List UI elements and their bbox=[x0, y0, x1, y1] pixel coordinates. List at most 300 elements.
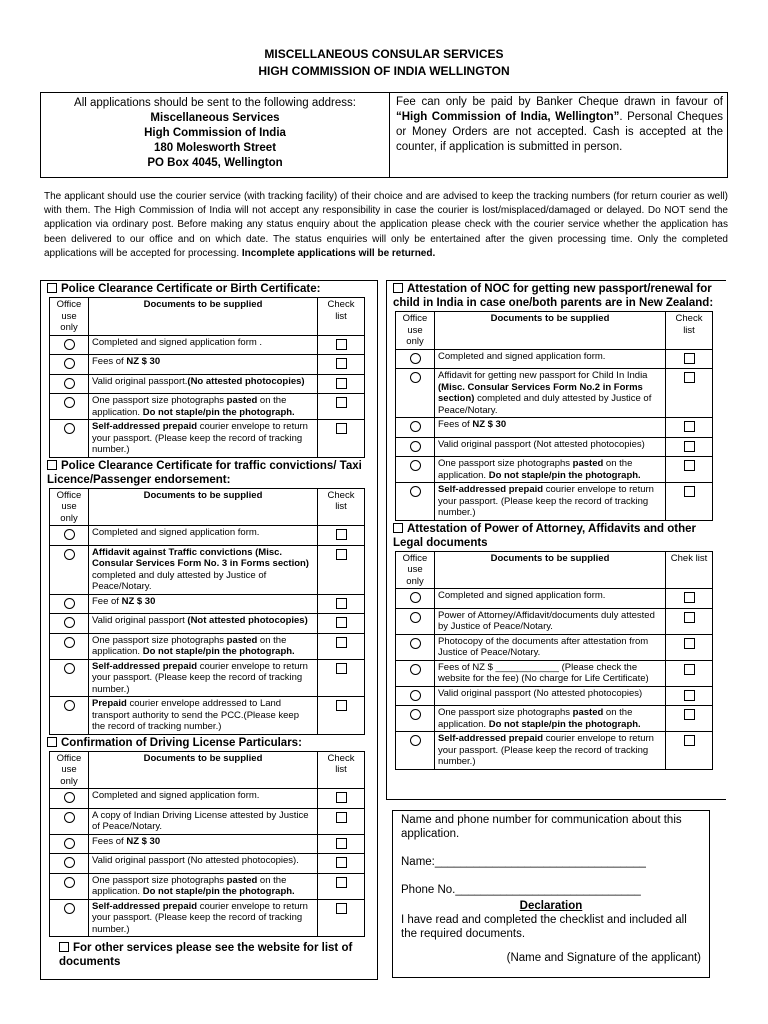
table-row bbox=[396, 437, 713, 457]
item-text: completed and duly attested by Justice of Peace/Notary. bbox=[438, 393, 652, 416]
checkbox-icon[interactable] bbox=[336, 423, 347, 434]
item-text: Affidavit for getting new passport for Child In India bbox=[438, 370, 648, 381]
office-cell bbox=[50, 374, 89, 394]
mailing-address bbox=[41, 93, 390, 177]
declaration-title: Declaration bbox=[519, 900, 583, 912]
office-cell bbox=[50, 545, 89, 594]
contact-declaration-box bbox=[392, 810, 710, 978]
item-text: Fees of bbox=[92, 356, 127, 367]
item-text: on the application. bbox=[92, 395, 287, 418]
document-item bbox=[89, 614, 318, 634]
table-row bbox=[396, 732, 713, 770]
circle-icon bbox=[64, 529, 75, 540]
check-cell bbox=[666, 457, 713, 483]
checkbox-icon[interactable] bbox=[336, 378, 347, 389]
document-item bbox=[89, 834, 318, 854]
checkbox-icon[interactable] bbox=[336, 700, 347, 711]
section-title bbox=[387, 281, 726, 311]
item-text: One passport size photographs bbox=[438, 458, 573, 469]
checkbox-icon[interactable] bbox=[684, 353, 695, 364]
office-cell bbox=[396, 349, 435, 369]
document-item bbox=[435, 706, 666, 732]
checkbox-icon[interactable] bbox=[59, 942, 69, 952]
circle-icon bbox=[64, 358, 75, 369]
item-text: Completed and signed application form. bbox=[438, 350, 606, 362]
office-cell bbox=[50, 633, 89, 659]
item-text-bold: pasted bbox=[226, 874, 258, 886]
check-cell bbox=[318, 789, 365, 809]
table-row bbox=[396, 608, 713, 634]
document-item bbox=[89, 697, 318, 735]
address-line: PO Box 4045, Wellington bbox=[147, 157, 283, 169]
circle-icon bbox=[64, 423, 75, 434]
table-row bbox=[50, 545, 365, 594]
office-cell bbox=[50, 594, 89, 614]
circle-icon bbox=[410, 441, 421, 452]
office-cell bbox=[396, 732, 435, 770]
checkbox-icon[interactable] bbox=[47, 460, 57, 470]
circle-icon bbox=[64, 339, 75, 350]
right-checklist-column bbox=[386, 280, 726, 800]
office-cell bbox=[396, 418, 435, 438]
office-cell bbox=[50, 834, 89, 854]
circle-icon bbox=[410, 638, 421, 649]
check-cell bbox=[318, 854, 365, 874]
checkbox-icon[interactable] bbox=[684, 460, 695, 471]
section-title-text: Confirmation of Driving License Particulars: bbox=[61, 736, 302, 749]
other-services-note bbox=[41, 937, 377, 969]
item-text-bold: pasted bbox=[226, 634, 258, 646]
documents-header: Documents to be supplied bbox=[89, 488, 318, 526]
table-header-row bbox=[396, 551, 713, 589]
documents-header: Documents to be supplied bbox=[89, 298, 318, 336]
office-cell bbox=[396, 483, 435, 521]
checklist-section bbox=[41, 281, 377, 458]
document-item bbox=[89, 873, 318, 899]
section-title bbox=[41, 458, 377, 488]
item-text-bold: Self-addressed prepaid bbox=[92, 421, 198, 432]
checkbox-icon[interactable] bbox=[336, 549, 347, 560]
checkbox-icon[interactable] bbox=[684, 690, 695, 701]
table-row bbox=[50, 614, 365, 634]
check-cell bbox=[666, 660, 713, 686]
check-cell bbox=[666, 483, 713, 521]
check-cell bbox=[666, 706, 713, 732]
checkbox-icon[interactable] bbox=[336, 838, 347, 849]
section-title-text: Police Clearance Certificate or Birth Certificate: bbox=[61, 283, 321, 295]
circle-icon bbox=[410, 372, 421, 383]
document-item bbox=[435, 608, 666, 634]
checkbox-icon[interactable] bbox=[336, 598, 347, 609]
table-header-row bbox=[50, 751, 365, 789]
item-text-bold: Do not staple/pin the photograph. bbox=[488, 469, 641, 481]
fee-text: Fee can only be paid by Banker Cheque drawn in favour of bbox=[396, 96, 723, 108]
item-text: courier envelope to return your passport. (Please keep the record of tracking number.) bbox=[438, 733, 654, 767]
circle-icon bbox=[64, 857, 75, 868]
item-text-bold: pasted bbox=[572, 707, 604, 718]
document-item bbox=[89, 808, 318, 834]
item-text-bold: (Misc. Consular Services Form No.2 in Forms section) bbox=[438, 381, 643, 404]
checkbox-icon[interactable] bbox=[393, 523, 403, 533]
table-row bbox=[50, 659, 365, 697]
documents-header: Documents to be supplied bbox=[435, 551, 666, 589]
office-cell bbox=[50, 614, 89, 634]
item-text-bold: NZ $ 30 bbox=[126, 356, 161, 367]
check-cell bbox=[318, 899, 365, 937]
item-text: on the application. bbox=[92, 874, 287, 897]
circle-icon bbox=[410, 735, 421, 746]
table-row bbox=[396, 589, 713, 609]
office-cell bbox=[50, 873, 89, 899]
item-text-bold: (Not attested photocopies) bbox=[187, 615, 308, 626]
item-text: Valid original passport (No attested photocopies) bbox=[438, 687, 643, 699]
item-text: courier envelope to return your passport. (Please keep the record of tracking number.) bbox=[92, 421, 308, 455]
office-cell bbox=[396, 589, 435, 609]
checkbox-icon[interactable] bbox=[336, 617, 347, 628]
checkbox-icon[interactable] bbox=[684, 664, 695, 675]
item-text: One passport size photographs bbox=[92, 874, 227, 886]
check-cell bbox=[318, 873, 365, 899]
office-cell bbox=[396, 634, 435, 660]
item-text: courier envelope to return your passport. (Please keep the record of tracking number.) bbox=[92, 660, 308, 695]
circle-icon bbox=[64, 812, 75, 823]
checkbox-icon[interactable] bbox=[684, 735, 695, 746]
declaration-text: I have read and completed the checklist and included all the required documents. bbox=[401, 914, 687, 940]
office-use-header: Office use only bbox=[50, 751, 89, 789]
table-row bbox=[50, 697, 365, 735]
table-row bbox=[396, 483, 713, 521]
check-cell bbox=[666, 589, 713, 609]
checkbox-icon[interactable] bbox=[684, 441, 695, 452]
document-item bbox=[435, 732, 666, 770]
checklist-section bbox=[387, 521, 726, 770]
checklist-header: Check list bbox=[318, 488, 365, 526]
item-text: Valid original passport (No attested photocopies). bbox=[92, 855, 299, 866]
circle-icon bbox=[410, 421, 421, 432]
checkbox-icon[interactable] bbox=[393, 283, 403, 293]
document-item bbox=[89, 854, 318, 874]
office-cell bbox=[50, 420, 89, 458]
document-item bbox=[435, 349, 666, 369]
circle-icon bbox=[64, 877, 75, 888]
table-row bbox=[50, 834, 365, 854]
item-text: courier envelope addressed to Land transport authority to send the PCC.(Please keep the record of tracking number.) bbox=[92, 698, 300, 732]
section-title-text: Attestation of Power of Attorney, Affidavits and other Legal documents bbox=[393, 522, 696, 549]
checkbox-icon[interactable] bbox=[336, 812, 347, 823]
table-row bbox=[396, 418, 713, 438]
signature-line: (Name and Signature of the applicant) bbox=[506, 952, 701, 964]
table-header-row bbox=[396, 312, 713, 350]
table-row bbox=[50, 873, 365, 899]
item-text: Valid original passport. bbox=[92, 375, 188, 387]
payment-note bbox=[390, 93, 727, 177]
circle-icon bbox=[410, 460, 421, 471]
table-row bbox=[396, 686, 713, 706]
checkbox-icon[interactable] bbox=[336, 637, 347, 648]
item-text: courier envelope to return your passport. (Please keep the record of tracking number.) bbox=[438, 484, 654, 518]
office-use-header: Office use only bbox=[396, 551, 435, 589]
checkbox-icon[interactable] bbox=[684, 486, 695, 497]
checklist-section bbox=[41, 735, 377, 938]
section-title bbox=[387, 521, 726, 551]
document-item bbox=[89, 420, 318, 458]
other-services-text: For other services please see the website for list of documents bbox=[59, 942, 353, 968]
circle-icon bbox=[64, 378, 75, 389]
payee-name: “High Commission of India, Wellington” bbox=[396, 111, 620, 123]
circle-icon bbox=[410, 486, 421, 497]
contact-intro: Name and phone number for communication about this application. bbox=[401, 814, 682, 840]
checklist-header: Chek list bbox=[666, 551, 713, 589]
item-text-bold: pasted bbox=[572, 458, 604, 469]
check-cell bbox=[318, 545, 365, 594]
checkbox-icon[interactable] bbox=[336, 903, 347, 914]
item-text: One passport size photographs bbox=[92, 634, 227, 646]
check-cell bbox=[318, 808, 365, 834]
office-cell bbox=[50, 808, 89, 834]
item-text: completed and duly attested by Justice of Peace/Notary. bbox=[92, 569, 267, 592]
item-text-bold: Self-addressed prepaid bbox=[92, 900, 198, 912]
checkbox-icon[interactable] bbox=[684, 638, 695, 649]
notice-text: The applicant should use the courier service (with tracking facility) of their choice and are advised to keep the tracking numbers (for return courier as well) with them. The High Commission of India will not accept any responsibility in case the courier is lost/misplaced/damaged or delayed. Do NOT send the application via ordinary post. Before making any status enquiry about the application please check with the courier service whether the application has been delivered to our office and on which date. The status enquiries will only be entertained after the given processing time. Only the completed applications will be accepted for processing. bbox=[44, 191, 728, 259]
check-cell bbox=[318, 526, 365, 546]
checklist-header: Check list bbox=[318, 751, 365, 789]
document-item bbox=[435, 418, 666, 438]
circle-icon bbox=[410, 709, 421, 720]
document-item bbox=[89, 789, 318, 809]
table-row bbox=[50, 594, 365, 614]
address-line: 180 Molesworth Street bbox=[153, 142, 277, 154]
checklist-header: Check list bbox=[666, 312, 713, 350]
check-cell bbox=[318, 697, 365, 735]
item-text: Power of Attorney/Affidavit/documents duly attested by Justice of Peace/Notary. bbox=[438, 609, 655, 632]
table-row bbox=[396, 660, 713, 686]
check-cell bbox=[318, 394, 365, 420]
check-cell bbox=[666, 369, 713, 418]
check-cell bbox=[318, 659, 365, 697]
office-cell bbox=[396, 608, 435, 634]
item-text: Completed and signed application form. bbox=[92, 790, 260, 801]
section-title bbox=[41, 735, 377, 751]
checkbox-icon[interactable] bbox=[336, 397, 347, 408]
table-row bbox=[396, 634, 713, 660]
table-row bbox=[50, 355, 365, 375]
document-item bbox=[435, 660, 666, 686]
check-cell bbox=[666, 418, 713, 438]
checklist-table bbox=[395, 311, 713, 521]
checkbox-icon[interactable] bbox=[336, 339, 347, 350]
item-text: One passport size photographs bbox=[92, 395, 227, 406]
office-cell bbox=[396, 437, 435, 457]
item-text-bold: NZ $ 30 bbox=[121, 595, 156, 607]
item-text: A copy of Indian Driving License attested by Justice of Peace/Notary. bbox=[92, 809, 309, 832]
item-text-bold: NZ $ 30 bbox=[472, 419, 507, 430]
table-row bbox=[396, 706, 713, 732]
checklist-table bbox=[49, 488, 365, 735]
office-cell bbox=[396, 369, 435, 418]
table-row bbox=[50, 899, 365, 937]
circle-icon bbox=[64, 663, 75, 674]
check-cell bbox=[666, 732, 713, 770]
document-item bbox=[435, 589, 666, 609]
table-row bbox=[50, 394, 365, 420]
office-cell bbox=[396, 660, 435, 686]
office-cell bbox=[50, 526, 89, 546]
document-item bbox=[89, 659, 318, 697]
office-use-header: Office use only bbox=[396, 312, 435, 350]
circle-icon bbox=[64, 617, 75, 628]
checkbox-icon[interactable] bbox=[684, 421, 695, 432]
circle-icon bbox=[410, 664, 421, 675]
office-cell bbox=[50, 355, 89, 375]
item-text: Completed and signed application form . bbox=[92, 336, 263, 348]
item-text-bold: Do not staple/pin the photograph. bbox=[488, 718, 641, 730]
office-cell bbox=[396, 706, 435, 732]
circle-icon bbox=[64, 549, 75, 560]
item-text: Fees of bbox=[92, 835, 127, 847]
item-text-bold: (No attested photocopies) bbox=[187, 375, 305, 387]
check-cell bbox=[666, 686, 713, 706]
checklist-table bbox=[49, 297, 365, 458]
office-cell bbox=[50, 335, 89, 355]
office-cell bbox=[50, 789, 89, 809]
item-text: on the application. bbox=[92, 634, 287, 657]
item-text: Completed and signed application form. bbox=[92, 527, 260, 538]
checklist-table bbox=[49, 751, 365, 938]
checkbox-icon[interactable] bbox=[684, 612, 695, 623]
office-cell bbox=[50, 659, 89, 697]
circle-icon bbox=[410, 353, 421, 364]
checkbox-icon[interactable] bbox=[336, 877, 347, 888]
document-item bbox=[89, 394, 318, 420]
form-subtitle: HIGH COMMISSION OF INDIA WELLINGTON bbox=[258, 64, 510, 78]
item-text: One passport size photographs bbox=[438, 707, 573, 718]
office-cell bbox=[396, 686, 435, 706]
item-text: on the application. bbox=[438, 458, 633, 481]
form-title: MISCELLANEOUS CONSULAR SERVICES bbox=[264, 47, 504, 61]
check-cell bbox=[318, 374, 365, 394]
check-cell bbox=[666, 349, 713, 369]
address-line: High Commission of India bbox=[144, 127, 286, 139]
office-use-header: Office use only bbox=[50, 298, 89, 336]
table-row bbox=[50, 789, 365, 809]
item-text-bold: Self-addressed prepaid bbox=[438, 733, 544, 744]
item-text: on the application. bbox=[438, 707, 633, 730]
document-item bbox=[435, 634, 666, 660]
circle-icon bbox=[64, 903, 75, 914]
check-cell bbox=[318, 355, 365, 375]
checkbox-icon[interactable] bbox=[336, 358, 347, 369]
circle-icon bbox=[410, 612, 421, 623]
table-row bbox=[50, 420, 365, 458]
table-row bbox=[50, 526, 365, 546]
table-row bbox=[50, 854, 365, 874]
check-cell bbox=[318, 335, 365, 355]
fee-text-post: . Personal Cheques or Money Orders are not accepted. Cash is accepted at the counter, if application is submitted in person. bbox=[396, 111, 723, 153]
checkbox-icon[interactable] bbox=[684, 709, 695, 720]
table-header-row bbox=[50, 488, 365, 526]
item-text-bold: pasted bbox=[226, 395, 258, 406]
checklist-section bbox=[41, 458, 377, 735]
left-checklist-column bbox=[40, 280, 378, 980]
table-row bbox=[396, 369, 713, 418]
address-intro: All applications should be sent to the following address: bbox=[74, 97, 356, 109]
documents-header: Documents to be supplied bbox=[435, 312, 666, 350]
office-cell bbox=[396, 457, 435, 483]
document-item bbox=[435, 369, 666, 418]
document-item bbox=[435, 483, 666, 521]
check-cell bbox=[318, 594, 365, 614]
check-cell bbox=[666, 437, 713, 457]
check-cell bbox=[666, 634, 713, 660]
check-cell bbox=[318, 420, 365, 458]
document-item bbox=[89, 545, 318, 594]
section-title bbox=[41, 281, 377, 297]
circle-icon bbox=[64, 838, 75, 849]
documents-header: Documents to be supplied bbox=[89, 751, 318, 789]
table-row bbox=[396, 457, 713, 483]
office-cell bbox=[50, 697, 89, 735]
checkbox-icon[interactable] bbox=[336, 663, 347, 674]
checkbox-icon[interactable] bbox=[336, 529, 347, 540]
item-text: Fee of bbox=[92, 595, 122, 607]
document-item bbox=[89, 335, 318, 355]
check-cell bbox=[318, 834, 365, 854]
item-text-bold: Self-addressed prepaid bbox=[438, 484, 544, 495]
document-item bbox=[89, 633, 318, 659]
checkbox-icon[interactable] bbox=[684, 592, 695, 603]
table-header-row bbox=[50, 298, 365, 336]
checkbox-icon[interactable] bbox=[684, 372, 695, 383]
document-item bbox=[89, 374, 318, 394]
phone-field[interactable]: Phone No._____________________________ bbox=[401, 884, 641, 896]
section-title-text: Police Clearance Certificate for traffic convictions/ Taxi Licence/Passenger endorsement: bbox=[47, 459, 362, 486]
item-text-bold: Prepaid bbox=[92, 698, 127, 709]
item-text-bold: Do not staple/pin the photograph. bbox=[142, 646, 295, 657]
document-item bbox=[89, 355, 318, 375]
item-text: Fees of NZ $ ____________ (Please check the website for the fee) (No charge for Life Certificate) bbox=[438, 661, 649, 684]
address-line: Miscellaneous Services bbox=[150, 112, 280, 124]
office-cell bbox=[50, 854, 89, 874]
circle-icon bbox=[64, 700, 75, 711]
office-use-header: Office use only bbox=[50, 488, 89, 526]
item-text-bold: Do not staple/pin the photograph. bbox=[142, 886, 295, 897]
item-text-bold: Do not staple/pin the photograph. bbox=[142, 406, 295, 418]
item-text: courier envelope to return your passport. (Please keep the record of tracking number.) bbox=[92, 900, 308, 935]
table-row bbox=[50, 335, 365, 355]
circle-icon bbox=[64, 598, 75, 609]
checkbox-icon[interactable] bbox=[336, 857, 347, 868]
document-item bbox=[435, 457, 666, 483]
checkbox-icon[interactable] bbox=[47, 737, 57, 747]
circle-icon bbox=[410, 592, 421, 603]
item-text: Completed and signed application form. bbox=[438, 590, 606, 601]
checklist-table bbox=[395, 551, 713, 770]
document-item bbox=[89, 594, 318, 614]
circle-icon bbox=[410, 690, 421, 701]
checkbox-icon[interactable] bbox=[336, 792, 347, 803]
item-text-bold: Self-addressed prepaid bbox=[92, 660, 198, 672]
name-field[interactable]: Name:_________________________________ bbox=[401, 856, 646, 868]
item-text: Valid original passport bbox=[92, 615, 188, 626]
checkbox-icon[interactable] bbox=[47, 283, 57, 293]
circle-icon bbox=[64, 397, 75, 408]
checklist-section bbox=[387, 281, 726, 521]
checklist-header: Check list bbox=[318, 298, 365, 336]
table-row bbox=[50, 374, 365, 394]
document-item bbox=[89, 526, 318, 546]
document-item bbox=[89, 899, 318, 937]
check-cell bbox=[666, 608, 713, 634]
